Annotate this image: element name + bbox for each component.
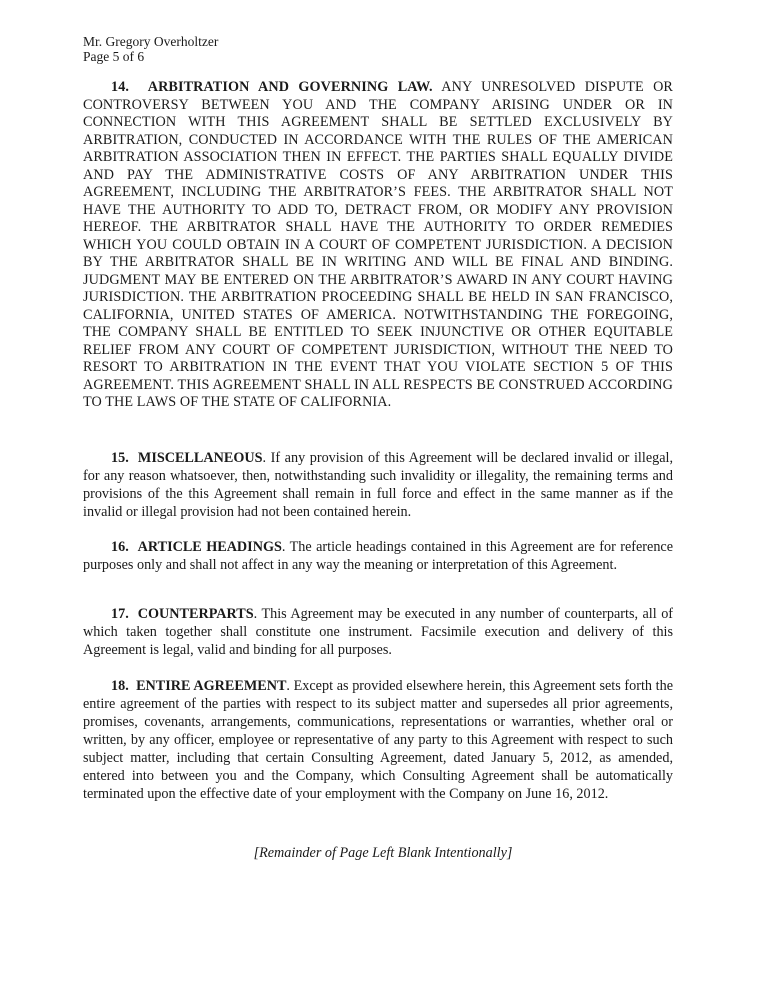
recipient-name: Mr. Gregory Overholtzer bbox=[83, 34, 219, 49]
section-number: 16. bbox=[111, 539, 129, 555]
section-heading: MISCELLANEOUS bbox=[137, 450, 263, 466]
section-text: . The article headings contained in this Agreement are for reference purposes only and shall not affect in any way the meaning or interpretation of this Agreement. bbox=[83, 539, 674, 573]
section-text: . If any provision of this Agreement will be declared invalid or illegal, for any reason whatsoever, then, notwithstanding such invalidity or illegality, the remaining terms and provisions of the this Agreement shall remain in full force and effect in the same manner as if the invalid or illegal provision had not been contained herein. bbox=[83, 450, 673, 520]
section-number: 14. bbox=[111, 79, 130, 95]
section-heading: ARTICLE HEADINGS bbox=[137, 539, 282, 555]
section-text: ANY UNRESOLVED DISPUTE OR CONTROVERSY BETWEEN YOU AND THE COMPANY ARISING UNDER OR IN CONNECTION WITH THIS AGREEMENT SHALL BE SETTLED EXCLUSIVELY BY ARBITRATION, CONDUCTED IN ACCORDANCE WITH THE RULES OF THE AMERICAN ARBITRATION ASSOCIATION THEN IN EFFECT. THE PARTIES SHALL EQUALLY DIVIDE AND PAY THE ADMINISTRATIVE COSTS OF ANY ARBITRATION UNDER THIS AGREEMENT, INCLUDING THE ARBITRATOR’S FEES. THE ARBITRATOR SHALL NOT HAVE THE AUTHORITY TO ADD TO, DETRACT FROM, OR MODIFY ANY PROVISION HEREOF. THE ARBITRATOR SHALL HAVE THE AUTHORITY TO ORDER REMEDIES WHICH YOU COULD OBTAIN IN A COURT OF COMPETENT JURISDICTION. A DECISION BY THE ARBITRATOR SHALL BE IN WRITING AND WILL BE FINAL AND BINDING. JUDGMENT MAY BE ENTERED ON THE ARBITRATOR’S AWARD IN ANY COURT HAVING JURISDICTION. THE ARBITRATION PROCEEDING SHALL BE HELD IN SAN FRANCISCO, CALIFORNIA, UNITED STATES OF AMERICA. NOTWITHSTANDING THE FOREGOING, THE COMPANY SHALL BE ENTITLED TO SEEK INJUNCTIVE OR OTHER EQUITABLE RELIEF FROM ANY COURT OF COMPETENT JURISDICTION, WITHOUT THE NEED TO RESORT TO ARBITRATION IN THE EVENT THAT YOU VIOLATE SECTION 5 OF THIS AGREEMENT. THIS AGREEMENT SHALL IN ALL RESPECTS BE CONSTRUED ACCORDING TO THE LAWS OF THE STATE OF CALIFORNIA. bbox=[83, 79, 673, 410]
section-counterparts bbox=[83, 605, 673, 659]
section-heading: ENTIRE AGREEMENT bbox=[136, 678, 287, 694]
section-text: . This Agreement may be executed in any number of counterparts, all of which taken together shall constitute one instrument. Facsimile execution and delivery of this Agreement is legal, valid and binding for all purposes. bbox=[83, 606, 674, 658]
section-entire-agreement bbox=[83, 677, 673, 803]
section-text: . Except as provided elsewhere herein, this Agreement sets forth the entire agreement of the parties with respect to its subject matter and supersedes all prior agreements, promises, covenants, arrangements, communications, representations or warranties, whether oral or written, by any officer, employee or representative of any party to this Agreement with respect to such subject matter, including that certain Consulting Agreement, dated January 5, 2012, as amended, entered into between you and the Company, which Consulting Agreement shall be automatically terminated upon the effective date of your employment with the Company on June 16, 2012. bbox=[83, 678, 673, 802]
page-header bbox=[83, 34, 218, 64]
section-arbitration bbox=[83, 79, 673, 412]
section-number: 18. bbox=[111, 678, 129, 694]
page-number: Page 5 of 6 bbox=[83, 49, 145, 64]
section-number: 15. bbox=[111, 450, 129, 466]
section-miscellaneous bbox=[83, 449, 673, 521]
closing-note: [Remainder of Page Left Blank Intentionally] bbox=[253, 845, 513, 861]
section-heading: COUNTERPARTS bbox=[137, 606, 254, 622]
section-heading: ARBITRATION AND GOVERNING LAW. bbox=[147, 79, 433, 95]
section-number: 17. bbox=[111, 606, 129, 622]
section-article-headings bbox=[83, 538, 673, 574]
